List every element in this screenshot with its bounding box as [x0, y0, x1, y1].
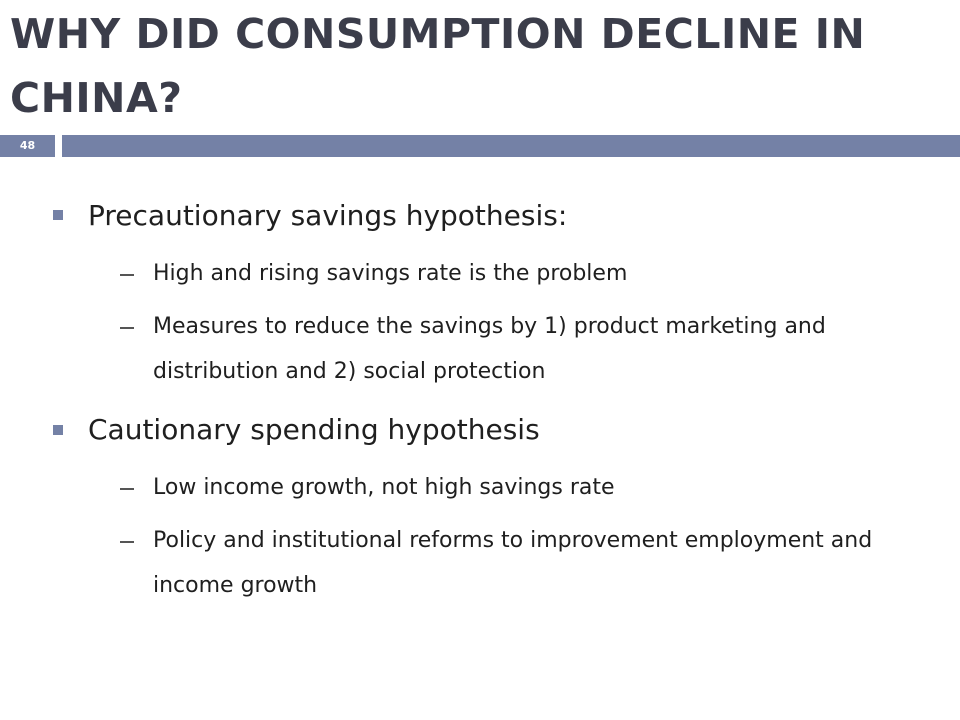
sub-bullet-low-income-growth: Low income growth, not high savings rate: [153, 475, 615, 500]
bullet-cautionary-spending: Cautionary spending hypothesis: [88, 413, 540, 446]
sub-bullet-rising-savings: High and rising savings rate is the problem: [153, 261, 628, 286]
dash-bullet-icon: [120, 327, 134, 329]
dash-bullet-icon: [120, 541, 134, 543]
dash-bullet-icon: [120, 488, 134, 490]
slide-number: 48: [19, 139, 36, 152]
sub-bullet-policy-reforms: Policy and institutional reforms to improvement employment and income growth: [153, 528, 873, 598]
sub-bullet-reduce-savings-measures: Measures to reduce the savings by 1) product marketing and distribution and 2) social protection: [153, 314, 826, 384]
slide-title: WHY DID CONSUMPTION DECLINE IN CHINA?: [10, 10, 866, 122]
square-bullet-icon: [53, 425, 63, 435]
bullet-precautionary-savings: Precautionary savings hypothesis:: [88, 199, 568, 232]
square-bullet-icon: [53, 210, 63, 220]
dash-bullet-icon: [120, 274, 134, 276]
